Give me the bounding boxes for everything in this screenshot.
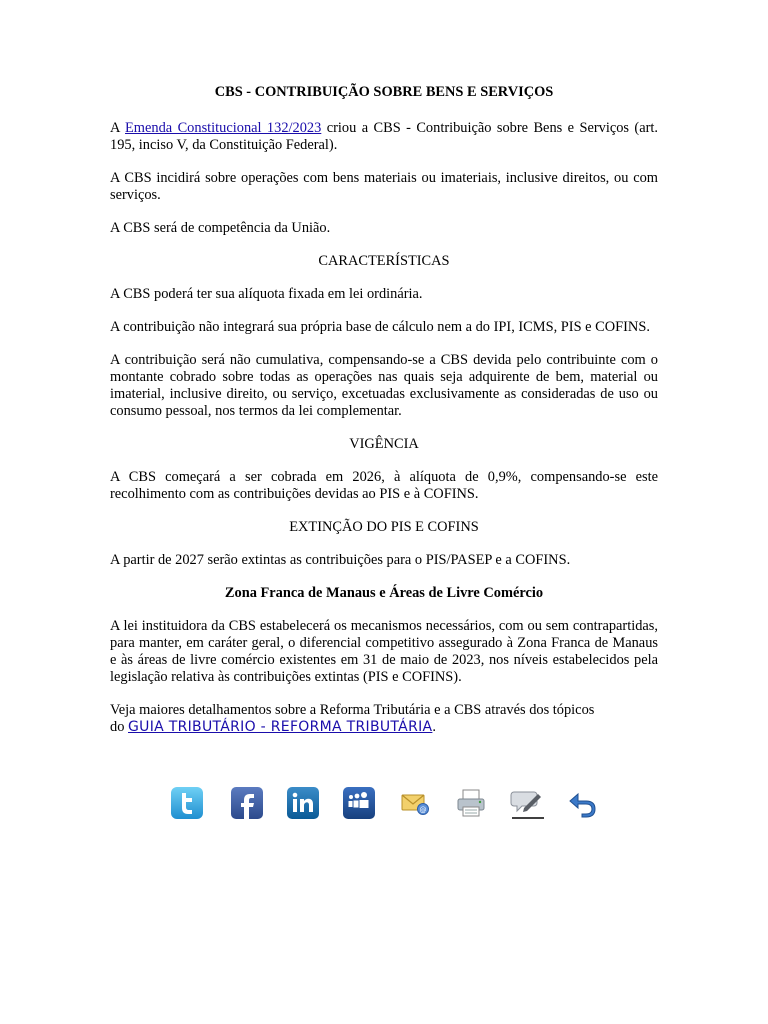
guia-tributario-link[interactable]: GUIA TRIBUTÁRIO - REFORMA TRIBUTÁRIA: [128, 719, 433, 735]
footer-end: .: [432, 719, 437, 735]
paragraph-competencia: A CBS será de competência da União.: [110, 220, 331, 236]
intro-paragraph: [110, 120, 658, 154]
footer-do: do: [110, 719, 128, 735]
paragraph-base: A contribuição não integrará sua própria base de cálculo nem a do IPI, ICMS, PIS e COFINS.: [110, 319, 650, 335]
paragraph-zona-franca: A lei instituidora da CBS estabelecerá os mecanismos necessários, com ou sem contrapartidas, para manter, em caráter geral, o diferencial competitivo assegurado à Zona Franca de Manaus e às áreas de livre comércio existentes em 31 de maio de 2023, nos níveis estabelecidos pela legislação relativa às contribuições extintas (PIS e COFINS).: [110, 618, 658, 685]
comment-icon[interactable]: [510, 786, 544, 820]
page-title: CBS - CONTRIBUIÇÃO SOBRE BENS E SERVIÇOS: [214, 84, 554, 100]
paragraph-aliquota: A CBS poderá ter sua alíquota fixada em lei ordinária.: [110, 286, 423, 302]
myspace-icon[interactable]: [342, 786, 376, 820]
paragraph-incidira: A CBS incidirá sobre operações com bens materiais ou imateriais, inclusive direitos, ou com serviços.: [110, 170, 658, 203]
footer-line1: Veja maiores detalhamentos sobre a Reforma Tributária e a CBS através dos tópicos: [110, 702, 595, 718]
email-icon[interactable]: [398, 786, 432, 820]
document-body: [110, 84, 658, 736]
twitter-icon[interactable]: [170, 786, 204, 820]
paragraph-vigencia: A CBS começará a ser cobrada em 2026, à alíquota de 0,9%, compensando-se este recolhimento com as contribuições devidas ao PIS e à COFINS.: [110, 469, 658, 502]
paragraph-extincao: A partir de 2027 serão extintas as contribuições para o PIS/PASEP e a COFINS.: [110, 552, 571, 568]
linkedin-icon[interactable]: [286, 786, 320, 820]
heading-vigencia: VIGÊNCIA: [349, 436, 419, 452]
emenda-link[interactable]: Emenda Constitucional 132/2023: [125, 120, 322, 136]
facebook-icon[interactable]: [230, 786, 264, 820]
print-icon[interactable]: [454, 786, 488, 820]
share-toolbar: [168, 786, 608, 826]
intro-prefix: A: [110, 120, 126, 136]
paragraph-cumulativa: A contribuição será não cumulativa, compensando-se a CBS devida pelo contribuinte com o montante cobrado sobre todas as operações nas quais seja adquirente de bem, material ou imaterial, inclusive direito, ou serviço, excetuadas exclusivamente as consideradas de uso ou consumo pessoal, nos termos da lei complementar.: [110, 352, 658, 419]
svg-text:@: @: [419, 806, 427, 814]
back-icon[interactable]: [566, 786, 600, 820]
heading-zona-franca: Zona Franca de Manaus e Áreas de Livre Comércio: [224, 585, 544, 601]
heading-caracteristicas: CARACTERÍSTICAS: [318, 253, 450, 269]
intro-suffix: criou a CBS - Contribuição sobre Bens e Serviços (art. 195, inciso V, da Constituição Federal).: [110, 120, 658, 153]
footer-paragraph: [110, 702, 658, 736]
heading-extincao: EXTINÇÃO DO PIS E COFINS: [289, 519, 479, 535]
